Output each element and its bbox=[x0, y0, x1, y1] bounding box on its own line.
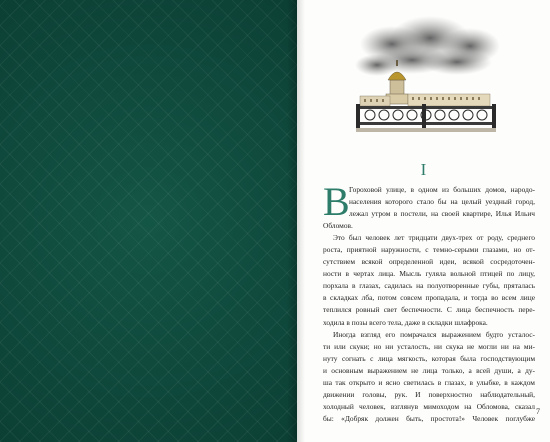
text-line: населения которого стало бы на целый уездный город, bbox=[349, 197, 535, 207]
text-line: теплился ровный свет беспечности. С лица беспечность пере- bbox=[323, 305, 535, 315]
storm-clouds bbox=[355, 16, 500, 76]
text-line: холодный человек, взглянув мимоходом на Обломова, сказал bbox=[323, 401, 535, 411]
text-line: ходила в позы всего тела, даже в складки шлафрока. bbox=[323, 317, 488, 327]
city-illustration bbox=[352, 10, 502, 150]
text-line: в складках лба, потом совсем пропадала, и тогда во всем лице bbox=[323, 293, 535, 303]
text-line: Обломов. bbox=[323, 221, 353, 231]
right-page bbox=[297, 0, 550, 442]
text-line: роста, приятной наружности, с темно-серыми глазами, но от- bbox=[323, 245, 535, 255]
iron-railing bbox=[356, 104, 496, 132]
text-lines bbox=[323, 220, 535, 425]
page-fold-shadow bbox=[297, 0, 305, 442]
body-text bbox=[323, 179, 535, 425]
page-number: 7 bbox=[536, 407, 540, 416]
text-line: лежал утром в постели, на своей квартире, Илья Ильич bbox=[349, 209, 535, 219]
chapter-number: I bbox=[420, 160, 427, 179]
text-line: и основным выражением не лица только, а всей души, а ду- bbox=[323, 365, 535, 375]
text-line: движении головы, рук. И поверхностно наблюдательный, bbox=[323, 389, 535, 399]
text-line: Это был человек лет тридцати двух-трех от роду, среднего bbox=[333, 233, 535, 243]
drop-cap: В bbox=[323, 179, 350, 224]
text-line: нуту согнать с лица мягкость, которая была господствующим bbox=[323, 353, 535, 363]
text-line: Иногда взгляд его помрачался выражением будто усталос- bbox=[333, 329, 535, 339]
text-line: бы: «Добряк должен быть, простота!» Человек поглубже bbox=[323, 413, 535, 423]
gutter-shadow bbox=[287, 0, 297, 442]
text-line: сутствием всякой определенной идеи, всякой сосредоточен- bbox=[323, 257, 535, 267]
text-line: порхала в глазах, садилась на полуотворенные губы, пряталась bbox=[323, 281, 535, 291]
text-line: ности в чертах лица. Мысль гуляла вольной птицей по лицу, bbox=[323, 269, 535, 279]
text-line: ти или скуки; но ни усталость, ни скука не могли ни на ми- bbox=[323, 341, 535, 351]
text-line: ша так открыто и ясно светилась в глазах, в улыбке, в каждом bbox=[323, 377, 535, 387]
text-line: Гороховой улице, в одном из больших домов, народо- bbox=[349, 185, 535, 194]
opening-paragraph bbox=[323, 179, 535, 224]
